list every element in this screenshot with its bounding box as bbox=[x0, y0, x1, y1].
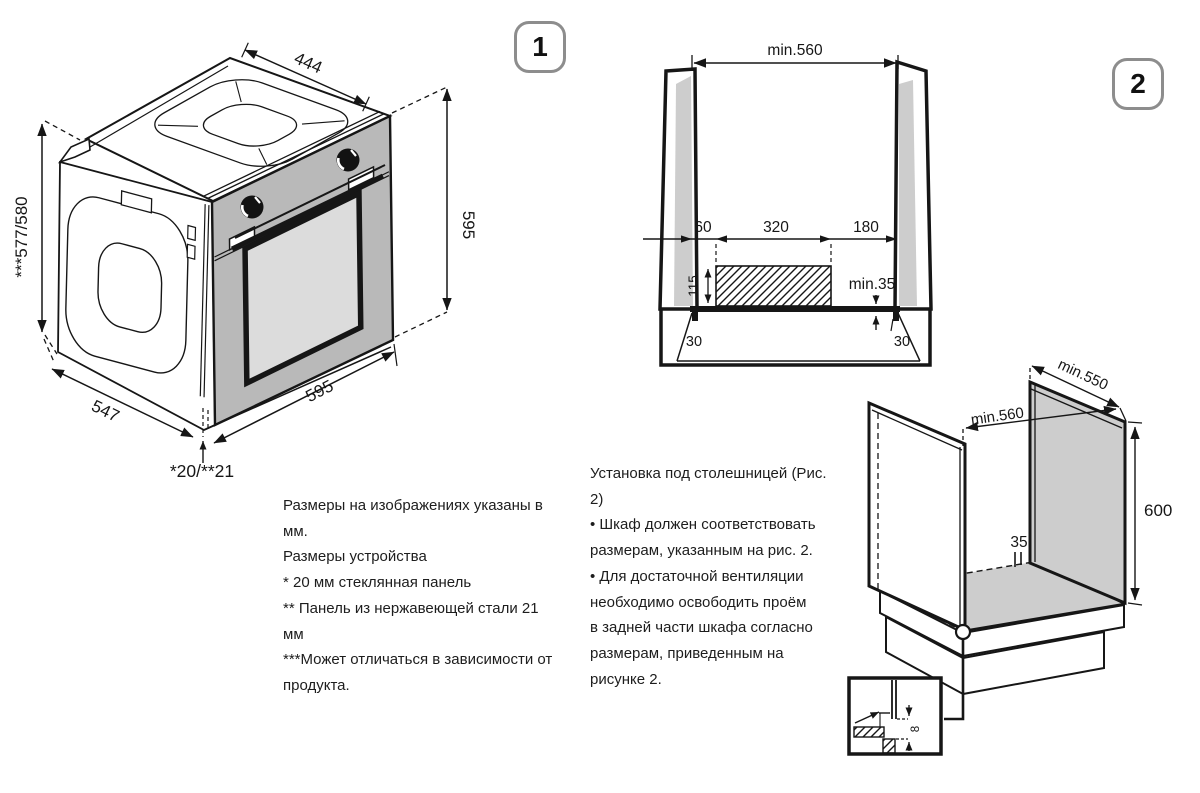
dim-label-min550: min.550 bbox=[1055, 355, 1111, 394]
oven-knob-left bbox=[241, 196, 264, 219]
oven-hinge-lower bbox=[187, 244, 195, 259]
note-line: • Для достаточной вентиляции bbox=[590, 567, 804, 585]
dim-label-60: 60 bbox=[694, 219, 712, 236]
note-line: необходимо освободить проём bbox=[590, 593, 807, 611]
ventilation-cutout bbox=[716, 266, 831, 306]
dim-label-577-580: ***577/580 bbox=[12, 196, 31, 278]
figure2-badge-number: 2 bbox=[1130, 68, 1146, 99]
iso-right-panel bbox=[1030, 382, 1125, 603]
oven-hinge-upper bbox=[188, 226, 196, 241]
note-line: Размеры на изображениях указаны в мм. bbox=[283, 497, 543, 540]
dim-label-600: 600 bbox=[1144, 501, 1173, 520]
note-line: • Шкаф должен соответствовать bbox=[590, 516, 816, 534]
device-dimensions-notes bbox=[283, 493, 563, 699]
figure1-badge bbox=[514, 21, 566, 73]
dim-label-min560-iso: min.560 bbox=[969, 404, 1025, 429]
note-line: * 20 мм стеклянная панель bbox=[283, 574, 472, 592]
dim-label-8: 8 bbox=[910, 725, 922, 733]
figure2-iso-view bbox=[869, 356, 1172, 719]
note-line: ** Панель из нержавеющей стали 21 мм bbox=[283, 599, 539, 643]
dim-label-547: 547 bbox=[88, 396, 123, 426]
dim-label-595-front: 595 bbox=[302, 376, 337, 407]
figure2-badge bbox=[1112, 58, 1164, 110]
dim-label-min35: min.35 bbox=[848, 276, 896, 293]
note-line: ***Может отличаться в зависимости от bbox=[283, 651, 553, 669]
dim-label-320: 320 bbox=[763, 219, 789, 236]
dim-label-30-right: 30 bbox=[893, 334, 911, 350]
note-line: рисунке 2. bbox=[590, 670, 662, 688]
oven-knob-right bbox=[337, 149, 360, 172]
figure2-detail-inset bbox=[849, 678, 941, 754]
dim-label-180: 180 bbox=[853, 219, 879, 236]
figure2-front-view bbox=[643, 42, 931, 365]
dim-min-width bbox=[692, 42, 898, 69]
cabinet-shelf bbox=[690, 306, 900, 312]
dim-min-clearance bbox=[849, 276, 896, 330]
dim-label-min560-front: min.560 bbox=[767, 42, 823, 59]
detail-panel-section bbox=[883, 739, 895, 753]
dim-iso-back-gap bbox=[1010, 534, 1027, 567]
note-line: продукта. bbox=[283, 676, 350, 694]
dim-label-30-left: 30 bbox=[685, 334, 703, 350]
dim-label-20-21: *20/**21 bbox=[169, 461, 235, 481]
dim-iso-height bbox=[1128, 422, 1172, 605]
dim-height-right bbox=[392, 87, 478, 337]
figure1-oven-isometric bbox=[12, 43, 478, 481]
detail-marker-circle bbox=[956, 625, 970, 639]
dim-label-444: 444 bbox=[291, 48, 326, 78]
dim-label-115: 115 bbox=[686, 275, 701, 297]
dim-label-595-right: 595 bbox=[459, 210, 478, 240]
note-line: размерам, приведенным на bbox=[590, 644, 784, 662]
note-line: Размеры устройства bbox=[283, 548, 427, 566]
note-line: в задней части шкафа согласно bbox=[590, 619, 813, 637]
dim-label-35: 35 bbox=[1010, 534, 1028, 551]
detail-worktop-section bbox=[854, 727, 884, 737]
note-line: размерам, указанным на рис. 2. bbox=[590, 542, 813, 560]
note-line: Установка под столешницей (Рис. 2) bbox=[590, 465, 827, 508]
installation-notes bbox=[590, 461, 840, 692]
oven-left-flange-tab bbox=[60, 139, 90, 162]
figure1-badge-number: 1 bbox=[532, 31, 548, 62]
